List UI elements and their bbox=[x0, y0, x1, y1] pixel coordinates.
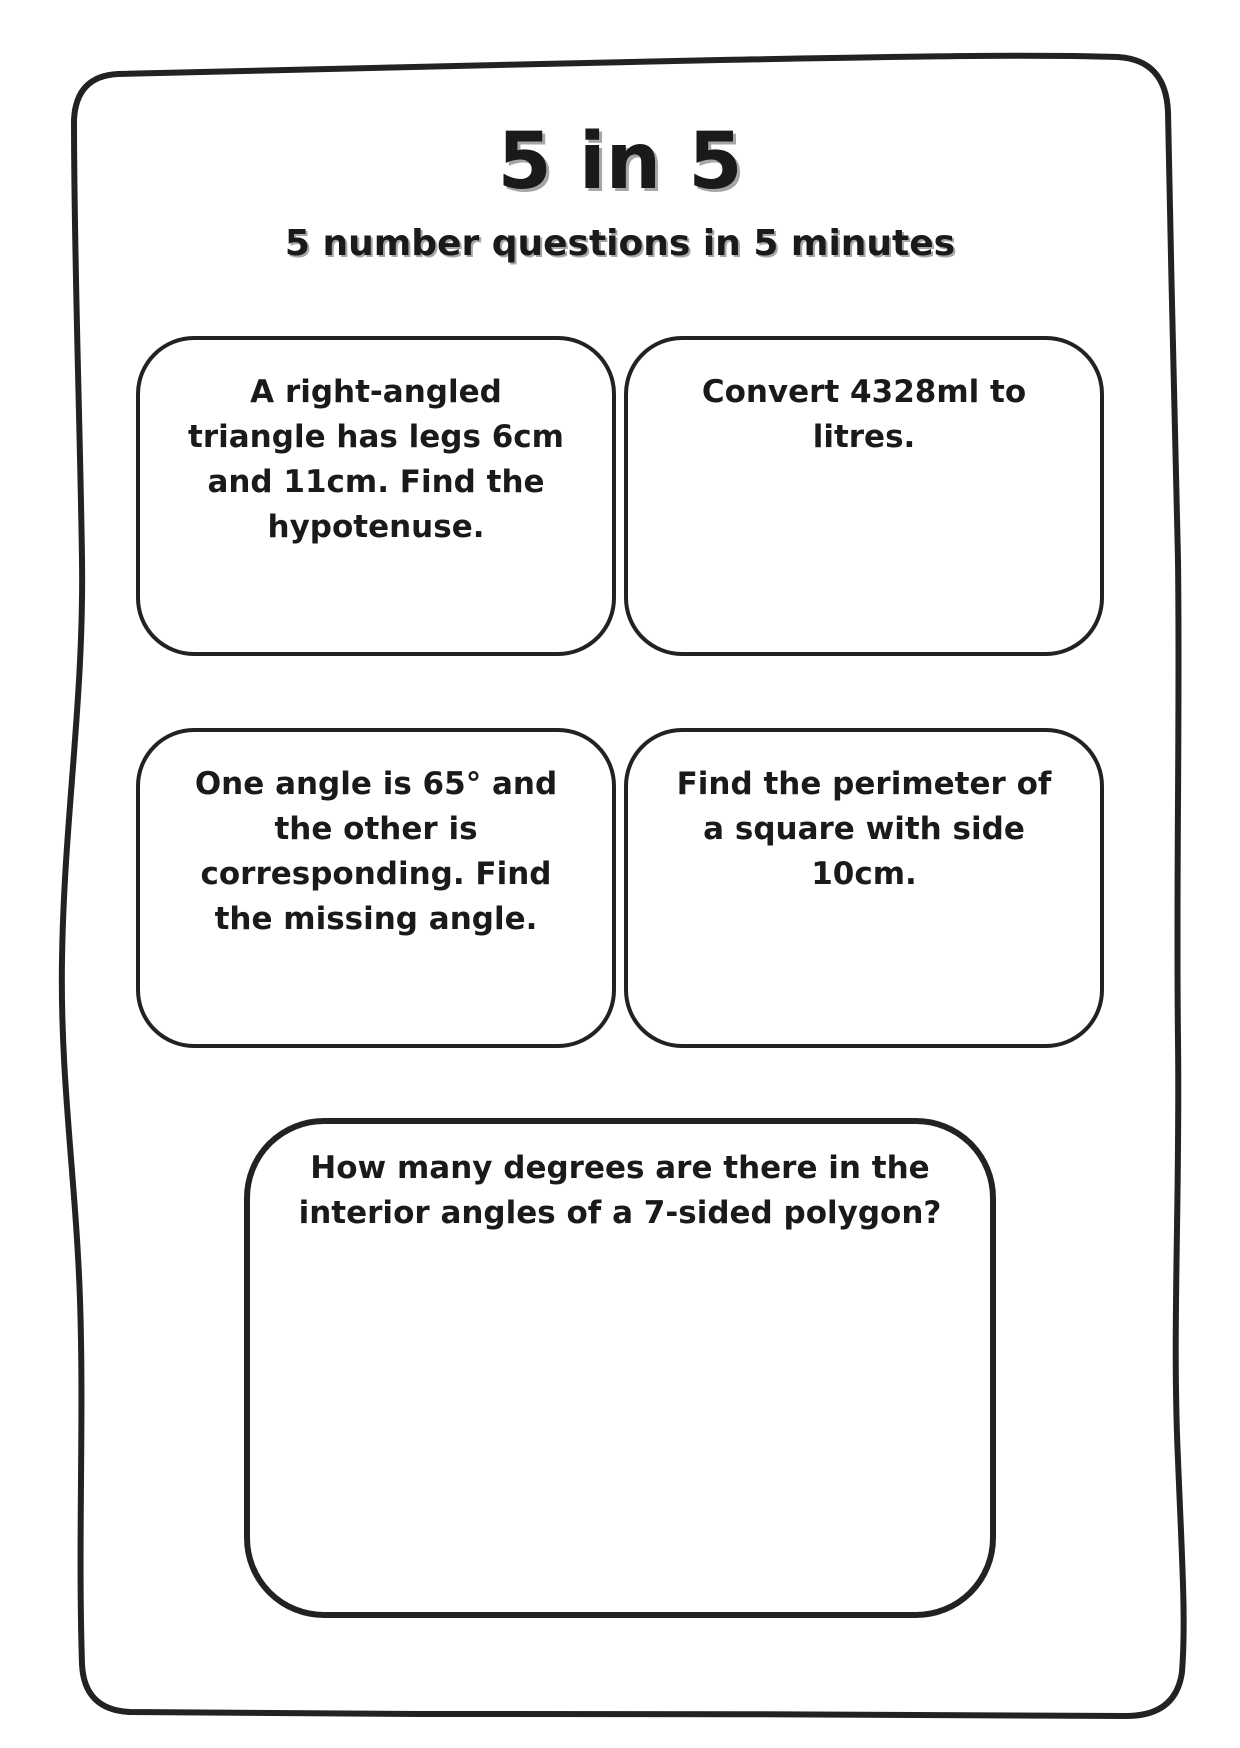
question-card-3 bbox=[136, 728, 616, 1048]
question-card-5 bbox=[244, 1118, 996, 1618]
page-subtitle: 5 number questions in 5 minutes bbox=[284, 223, 956, 264]
question-text: Find the perimeter of a square with side 10cm. bbox=[676, 766, 1052, 892]
question-text: Convert 4328ml to litres. bbox=[701, 374, 1027, 455]
question-card-2 bbox=[624, 336, 1104, 656]
question-text: A right-angled triangle has legs 6cm and 11cm. Find the hypotenuse. bbox=[188, 374, 564, 545]
question-card-1 bbox=[136, 336, 616, 656]
question-card-4 bbox=[624, 728, 1104, 1048]
question-text: How many degrees are there in the interior angles of a 7-sided polygon? bbox=[298, 1150, 942, 1231]
question-text: One angle is 65° and the other is corresponding. Find the missing angle. bbox=[194, 766, 558, 937]
page-title: 5 in 5 bbox=[497, 117, 743, 207]
